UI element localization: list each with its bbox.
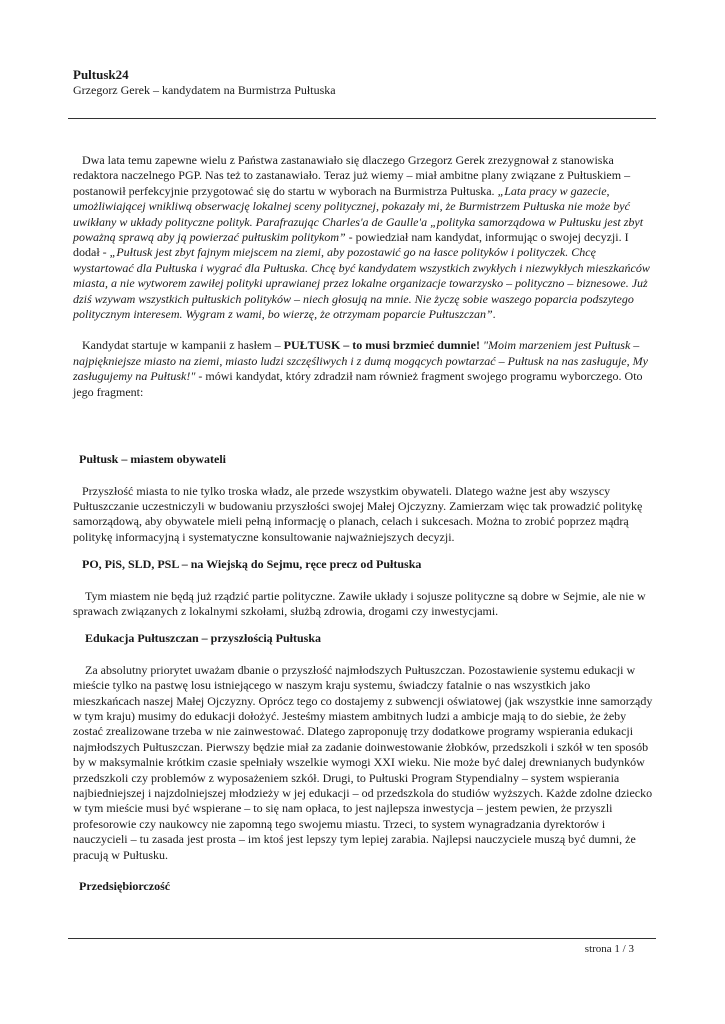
article-title: Grzegorz Gerek – kandydatem na Burmistrza Pułtuska bbox=[73, 83, 336, 97]
header-divider bbox=[68, 118, 656, 119]
intro-text-1: Dwa lata temu zapewne wielu z Państwa zastanawiało się dlaczego Grzegorz Gerek zrezygnował z stanowiska redaktora naczelnego PGP. Nas też to zastanawiało. Teraz już wiemy – miał ambitne plany związane z Pułtuskiem – postanowił perfekcyjnie przygotować się do startu w wyborach na Burmistrza Pułtuska. bbox=[73, 153, 631, 198]
campaign-quote: "Moim marzeniem jest Pułtusk – najpiękniejsze miasto na ziemi, miasto ludzi szczęśliwych i z dumą mogących powtarzać – Pułtusk na nas zasługuje, My zasługujemy na Pułtusk!" bbox=[73, 338, 648, 384]
section-heading-parties bbox=[73, 557, 658, 572]
section-heading-citizens bbox=[73, 452, 658, 467]
intro-text-2: - powiedział nam kandydat, informując o swojej decyzji. I dodał - bbox=[73, 230, 629, 260]
section-heading-entrepreneurship bbox=[73, 879, 658, 894]
footer-divider bbox=[68, 938, 656, 939]
campaign-text-1: Kandydat startuje w kampanii z hasłem – bbox=[82, 338, 284, 353]
intro-quote-2: „Pułtusk jest zbyt fajnym miejscem na ziemi, aby pozostawić go na łasce polityków i polityczek. Chcę wystartować dla Pułtuska i wygrać dla Pułtuska. Chcę być kandydatem wszystkich zwykłych i niezwykłych mieszkańców miasta, a nie wytworem zawiłej polityki uprawianej przez lokalne organizacje towarzysko – polityczno – biznesowe. Już dziś wzywam wszystkich pułtuskich polityków – niech głosują na mnie. Nie życzę sobie waszego poparcia podszytego politycznym interesem. Wygram z wami, bo wierzę, że otrzymam poparcie Pułtuszczan” bbox=[73, 245, 650, 322]
paragraph-parties bbox=[73, 589, 658, 620]
paragraph-intro bbox=[73, 153, 658, 322]
campaign-slogan: PUŁTUSK – to musi brzmieć dumnie! bbox=[283, 338, 480, 353]
section-heading-entrepreneurship-text: Przedsiębiorczość bbox=[79, 879, 171, 894]
paragraph-citizens-text: Przyszłość miasta to nie tylko troska władz, ale przede wszystkim obywateli. Dlatego ważne jest aby wszyscy Pułtuszczanie uczestniczyli w budowaniu przyszłości swojej Małej Ojczyzny. Zamierzam więc tak prowadzić politykę samorządową, aby obywatele mieli pełną informację o planach, celach i sukcesach. Można to zrobić poprzez mądrą politykę informacyjną i systematyczne konsultowanie najważniejszych decyzji. bbox=[73, 483, 643, 544]
paragraph-citizens bbox=[73, 484, 658, 546]
section-heading-citizens-text: Pułtusk – miastem obywateli bbox=[79, 452, 226, 467]
section-heading-parties-text: PO, PiS, SLD, PSL – na Wiejską do Sejmu, ręce precz od Pułtuska bbox=[82, 557, 422, 572]
page-number: strona 1 / 3 bbox=[584, 943, 634, 955]
paragraph-parties-text: Tym miastem nie będą już rządzić partie polityczne. Zawiłe układy i sojusze polityczne są dobre w Sejmie, ale nie w sprawach związanych z lokalnymi szkołami, służbą zdrowia, drogami czy inwestycjami. bbox=[73, 588, 646, 618]
intro-quote-1: „Lata pracy w gazecie, umożliwiającej wnikliwą obserwację lokalnej sceny politycznej, pokazały mi, że Burmistrzem Pułtuska nie może być uwikłany w układy polityczne polityk. Parafrazując Charles'a de Gaulle'a „polityka samorządowa w Pułtusku jest zbyt poważną sprawą aby ją powierzać pułtuskim politykom” bbox=[73, 183, 644, 245]
campaign-text-2: - mówi kandydat, który zdradził nam również fragment swojego programu wyborczego. Oto jego fragment: bbox=[73, 369, 643, 399]
paragraph-campaign bbox=[73, 338, 658, 400]
intro-text-3: . bbox=[492, 307, 496, 322]
section-heading-education-text: Edukacja Pułtuszczan – przyszłością Pułtuska bbox=[85, 631, 322, 646]
article-body bbox=[73, 153, 658, 894]
site-title: Pultusk24 bbox=[73, 67, 129, 82]
page-header bbox=[73, 67, 336, 98]
paragraph-education bbox=[73, 663, 658, 863]
section-heading-education bbox=[73, 631, 658, 646]
paragraph-education-text: Za absolutny priorytet uważam dbanie o przyszłość najmłodszych Pułtuszczan. Pozostawienie systemu edukacji w mieście tylko na pastwę losu istniejącego w naszym kraju systemu, świadczy fatalnie o nas wszystkich jako mieszkańcach naszej Małej Ojczyzny. Oprócz tego co dostajemy z subwencji oświatowej (jak wszystkie inne samorządy w tym kraju) musimy do edukacji dołożyć. Jesteśmy miastem ambitnych ludzi a ambicje mają to do siebie, że żeby zostać zrealizowane trzeba w nie zainwestować. Dlatego zaproponuję trzy dodatkowe programy wspierania edukacji najmłodszych Pułtuszczan. Pierwszy będzie miał za zadanie doinwestowanie żłobków, przedszkoli i szkół w ten sposób by w maksymalnie krótkim czasie spełniały wszelkie wymogi XXI wieku. Nie może być dalej drewnianych budynków przedszkoli czy problemów z wyposażeniem szkół. Drugi, to Pułtuski Program Stypendialny – system wspierania najbiedniejszej i najzdolniejszej młodzieży w jej edukacji – od przedszkola do studiów wyższych. Każde zdolne dziecko w tym mieście musi być wspierane – to się nam opłaca, to jest najlepsza inwestycja – jestem pewien, że przyszli profesorowie czy naukowcy nie zapomną tego swojemu miastu. Trzeci, to system wynagradzania dyrektorów i nauczycieli – tu zasada jest prosta – im ktoś jest lepszy tym lepiej zarabia. Najlepsi nauczyciele muszą być dumni, że pracują w Pułtusku. bbox=[73, 662, 653, 862]
